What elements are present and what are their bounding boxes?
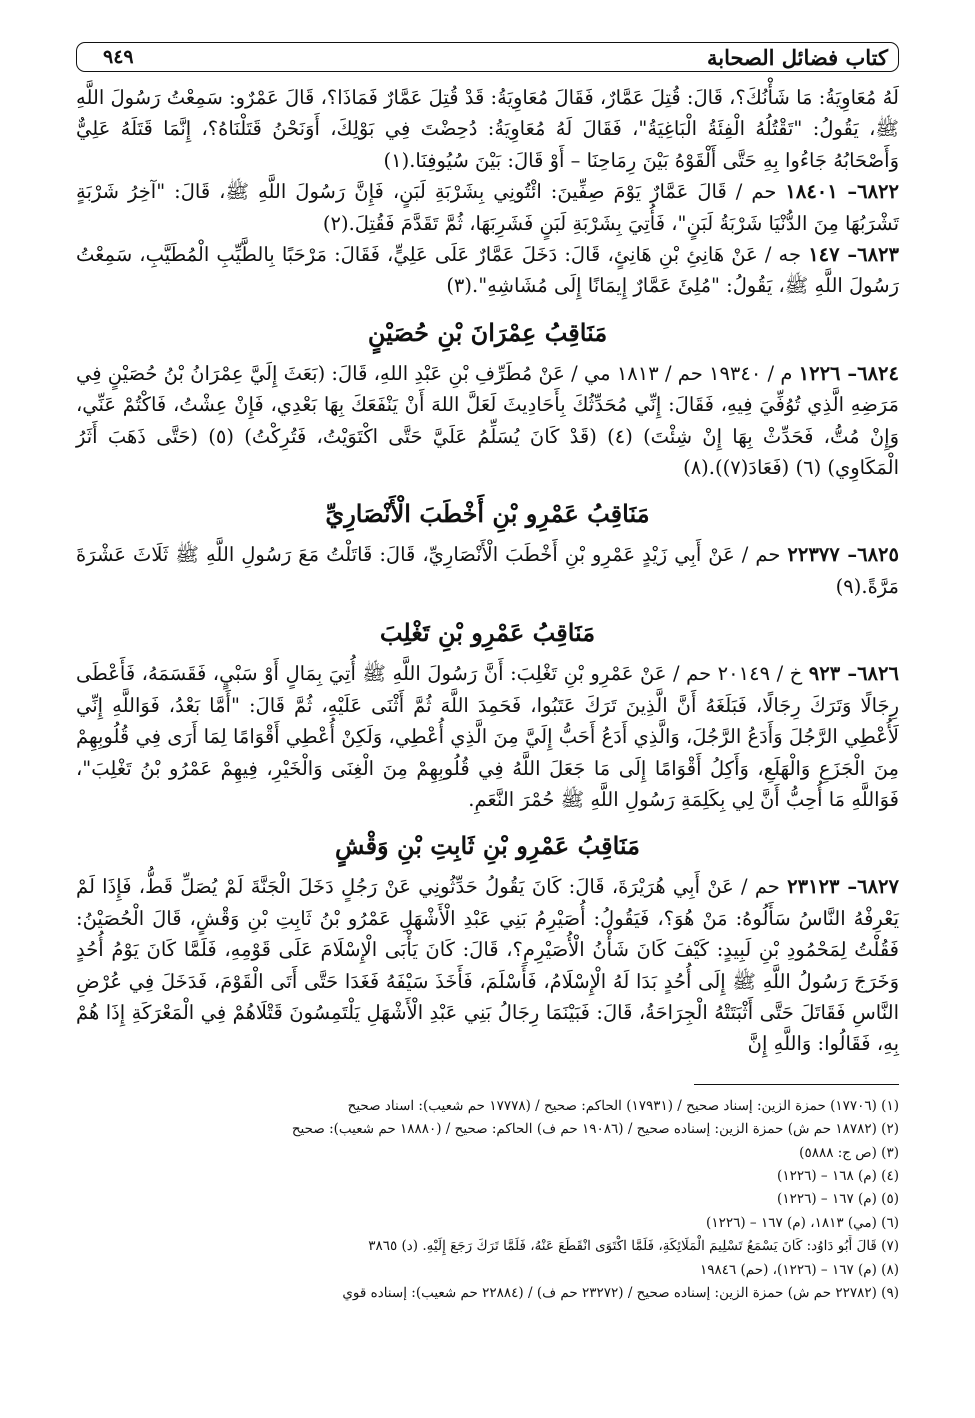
hadith-paragraph [76, 871, 899, 1059]
footnote: (٦) (مي) ١٨١٣، (م) ١٦٧ – (١٢٢٦) [706, 1214, 899, 1231]
page-number: ٩٤٩ [103, 46, 134, 68]
hadith-paragraph [76, 358, 899, 484]
hadith-text: حم / عَنْ أَبِي زَيْدٍ عَمْرِو بْنِ أَخْطَبَ الْأَنْصَارِيِّ، قَالَ: قَاتَلْتُ مَعَ رَسُولِ اللَّهِ ﷺ ثَلَاثَ عَشْرَةَ مَرَّةً.(٩) [76, 543, 899, 598]
footnotes [76, 1095, 899, 1306]
hadith-text: حم / قَالَ عَمَّارٌ يَوْمَ صِفِّينَ: ائْتُونِي بِشَرْبَةِ لَبَنٍ، فَإِنَّ رَسُولَ اللَّهِ ﷺ، قَالَ: "آخِرُ شَرْبَةٍ تَشْرَبُهَا مِنَ الدُّنْيَا شَرْبَةُ لَبَنٍ"، فَأُتِيَ بِشَرْبَةِ لَبَنٍ فَشَرِبَهَا، ثُمَّ تَقَدَّمَ فَقُتِلَ.(٢) [76, 180, 899, 235]
hadith-text: لَهُ مُعَاوِيَةُ: مَا شَأْنُكَ؟، قَالَ: قُتِلَ عَمَّارٌ، فَقَالَ مُعَاوِيَةُ: قَدْ قُتِلَ عَمَّارٌ فَمَاذَا؟، قَالَ عَمْرٌو: سَمِعْتُ رَسُولَ اللَّهِ ﷺ، يَقُولُ: "تَقْتُلُهُ الْفِئَةُ الْبَاغِيَةُ"، فَقَالَ لَهُ مُعَاوِيَةُ: دُحِضْتَ فِي بَوْلِكَ، أَوَنَحْنُ قَتَلْنَاهُ؟، إِنَّمَا قَتَلَهُ عَلِيٌّ وَأَصْحَابُهُ جَاءُوا بِهِ حَتَّى أَلْقَوْهُ بَيْنَ رِمَاحِنَا – أَوْ قَالَ: بَيْنَ سُيُوفِنَا.(١) [76, 86, 899, 172]
hadith-paragraph [76, 239, 899, 302]
footnote: (٩) (٢٢٧٨٢ حم ش) حمزة الزين: إسناده صحيح / (٢٣٢٧٢ حم ف) / (٢٢٨٨٤ حم شعيب): إسناده قوي [342, 1285, 899, 1301]
footnote-separator [694, 1084, 899, 1085]
hadith-paragraph [76, 658, 899, 815]
section-heading: مَنَاقِبُ عَمْرِو بْنِ أَخْطَبَ الْأَنْصَارِيِّ [325, 499, 650, 529]
footnote: (٣) (ص ج: ٥٨٨٨) [799, 1144, 899, 1161]
footnote: (٥) (م) ١٦٧ – (١٢٢٦) [777, 1191, 899, 1208]
hadith-number: ٦٨٢٧– ٢٣١٢٣ [787, 875, 899, 899]
hadith-number: ٦٨٢٢– ١٨٤٠١ [785, 180, 899, 204]
hadith-number: ٦٨٢٤– ١٢٢٦ [798, 361, 899, 385]
main-text [76, 82, 899, 1060]
section-heading: مَنَاقِبُ عَمْرِو بْنِ ثَابِتِ بْنِ وَقْشٍ [334, 831, 641, 861]
running-header [76, 42, 899, 72]
section-heading: مَنَاقِبُ عِمْرَانَ بْنِ حُصَيْنٍ [367, 317, 608, 347]
footnote: (٤) (م) ١٦٨ – (١٢٢٦) [777, 1167, 899, 1184]
footnote: (٧) قَالَ أَبُو دَاوُد: كَانَ يَسْمَعُ تَسْلِيمَ الْمَلَائِكَةِ، فَلَمَّا اكْتَوَى انْقَطَعَ عَنْهُ، فَلَمَّا تَرَكَ رَجَعَ إِلَيْهِ. (د) ٣٨٦٥ [368, 1238, 899, 1255]
hadith-paragraph [76, 82, 899, 176]
footnote: (٨) (م) ١٦٧ – (١٢٢٦)، (حم) ١٩٨٤٦ [699, 1261, 899, 1278]
hadith-text: جه / عَنْ هَانِئِ بْنِ هَانِئٍ، قَالَ: دَخَلَ عَمَّارٌ عَلَى عَلِيٍّ، فَقَالَ: مَرْحَبًا بِالطَّيِّبِ الْمُطَيَّبِ، سَمِعْتُ رَسُولَ اللَّهِ ﷺ، يَقُولُ: "مُلِئَ عَمَّارٌ إِيمَانًا إِلَى مُشَاشِهِ".(٣) [76, 243, 899, 298]
hadith-number: ٦٨٢٣– ١٤٧ [808, 243, 899, 267]
hadith-paragraph [76, 176, 899, 239]
hadith-text: حم / عَنْ أَبِي هُرَيْرَةَ، قَالَ: كَانَ يَقُولُ حَدِّثُونِي عَنْ رَجُلٍ دَخَلَ الْجَنَّةَ لَمْ يُصَلِّ قَطُّ، فَإِذَا لَمْ يَعْرِفْهُ النَّاسُ سَأَلُوهُ: مَنْ هُوَ؟، فَيَقُولُ: أُصَيْرِمُ بَنِي عَبْدِ الْأَشْهَلِ عَمْرُو بْنُ ثَابِتِ بْنِ وَقْشٍ، قَالَ الْحُصَيْنُ: فَقُلْتُ لِمَحْمُودِ بْنِ لَبِيدٍ: كَيْفَ كَانَ شَأْنُ الْأُصَيْرِمِ؟، قَالَ: كَانَ يَأْبَى الْإِسْلَامَ عَلَى قَوْمِهِ، فَلَمَّا كَانَ يَوْمُ أُحُدٍ وَخَرَجَ رَسُولُ اللَّهِ ﷺ إِلَى أُحُدٍ بَدَا لَهُ الْإِسْلَامُ، فَأَسْلَمَ، فَأَخَذَ سَيْفَهُ فَغَدَا حَتَّى أَتَى الْقَوْمَ، فَدَخَلَ فِي عُرْضِ النَّاسِ فَقَاتَلَ حَتَّى أَثْبَتَتْهُ الْجِرَاحَةُ، قَالَ: فَبَيْنَمَا رِجَالُ بَنِي عَبْدِ الْأَشْهَلِ يَلْتَمِسُونَ قَتْلَاهُمْ فِي الْمَعْرَكَةِ إِذَا هُمْ بِهِ، فَقَالُوا: وَاللَّهِ إِنَّ [76, 875, 899, 1056]
footnote: (٢) (١٨٧٨٢ حم ش) حمزة الزين: إسناده صحيح / (١٩٠٨٦ حم ف) الحاكم: صحيح / (١٨٨٨٠ حم شعيب): صحيح [291, 1121, 899, 1138]
hadith-text: م / ١٩٣٤٠ حم / ١٨١٣ مي / عَنْ مُطَرِّفِ بْنِ عَبْدِ اللهِ، قَالَ: (بَعَثَ إِلَيَّ عِمْرَانُ بْنُ حُصَيْنٍ فِي مَرَضِهِ الَّذِي تُوُفِّيَ فِيهِ، فَقَالَ: إِنِّي مُحَدِّثُكَ بِأَحَادِيثَ لَعَلَّ اللهَ أَنْ يَنْفَعَكَ بِهَا بَعْدِي، فَإِنْ عِشْتُ، فَاكْتُمْ عَنِّي، وَإِنْ مُتُّ، فَحَدِّثْ بِهَا إِنْ شِئْتَ) (٤) (قَدْ كَانَ يُسَلِّمُ عَلَيَّ حَتَّى اكْتَوَيْتُ، فَتُرِكْتُ) (٥) (حَتَّى ذَهَبَ أَثَرُ الْمَكَاوِي) (٦) (فَعَادَ(٧)).(٨) [76, 361, 899, 480]
hadith-text: خ / ٢٠١٤٩ حم / عَنْ عَمْرِو بْنِ تَغْلِبَ: أَنَّ رَسُولَ اللَّهِ ﷺ أُتِيَ بِمَالٍ أَوْ سَبْيٍ، فَقَسَمَهُ، فَأَعْطَى رِجَالًا وَتَرَكَ رِجَالًا، فَبَلَغَهُ أَنَّ الَّذِينَ تَرَكَ عَتَبُوا، فَحَمِدَ اللَّهَ ثُمَّ أَثْنَى عَلَيْهِ، ثُمَّ قَالَ: "أَمَّا بَعْدُ، فَوَاللَّهِ إِنِّي لَأُعْطِي الرَّجُلَ وَأَدَعُ الرَّجُلَ، وَالَّذِي أَدَعُ أَحَبُّ إِلَيَّ مِنَ الَّذِي أُعْطِي، وَلَكِنْ أُعْطِي أَقْوَامًا لِمَا أَرَى فِي قُلُوبِهِمْ مِنَ الْجَزَعِ وَالْهَلَعِ، وَأَكِلُ أَقْوَامًا إِلَى مَا جَعَلَ اللَّهُ فِي قُلُوبِهِمْ مِنَ الْغِنَى وَالْخَيْرِ، فِيهِمْ عَمْرُو بْنُ تَغْلِبَ"، فَوَاللَّهِ مَا أُحِبُّ أَنَّ لِي بِكَلِمَةِ رَسُولِ اللَّهِ ﷺ حُمْرَ النَّعَمِ. [76, 662, 899, 811]
hadith-number: ٦٨٢٥– ٢٢٣٧٧ [787, 543, 899, 567]
footnote: (١) (١٧٧٠٦) حمزة الزين: إسناد صحيح / (١٧٩٣١) الحاكم: صحيح / (١٧٧٧٨ حم شعيب): اسناد صحيح [347, 1097, 899, 1114]
hadith-paragraph [76, 539, 899, 602]
hadith-number: ٦٨٢٦– ٩٢٣ [808, 662, 899, 686]
section-heading: مَنَاقِبُ عَمْرِو بْنِ تَغْلِبَ [379, 618, 596, 648]
book-title: كتاب فضائل الصحابة [706, 44, 888, 70]
